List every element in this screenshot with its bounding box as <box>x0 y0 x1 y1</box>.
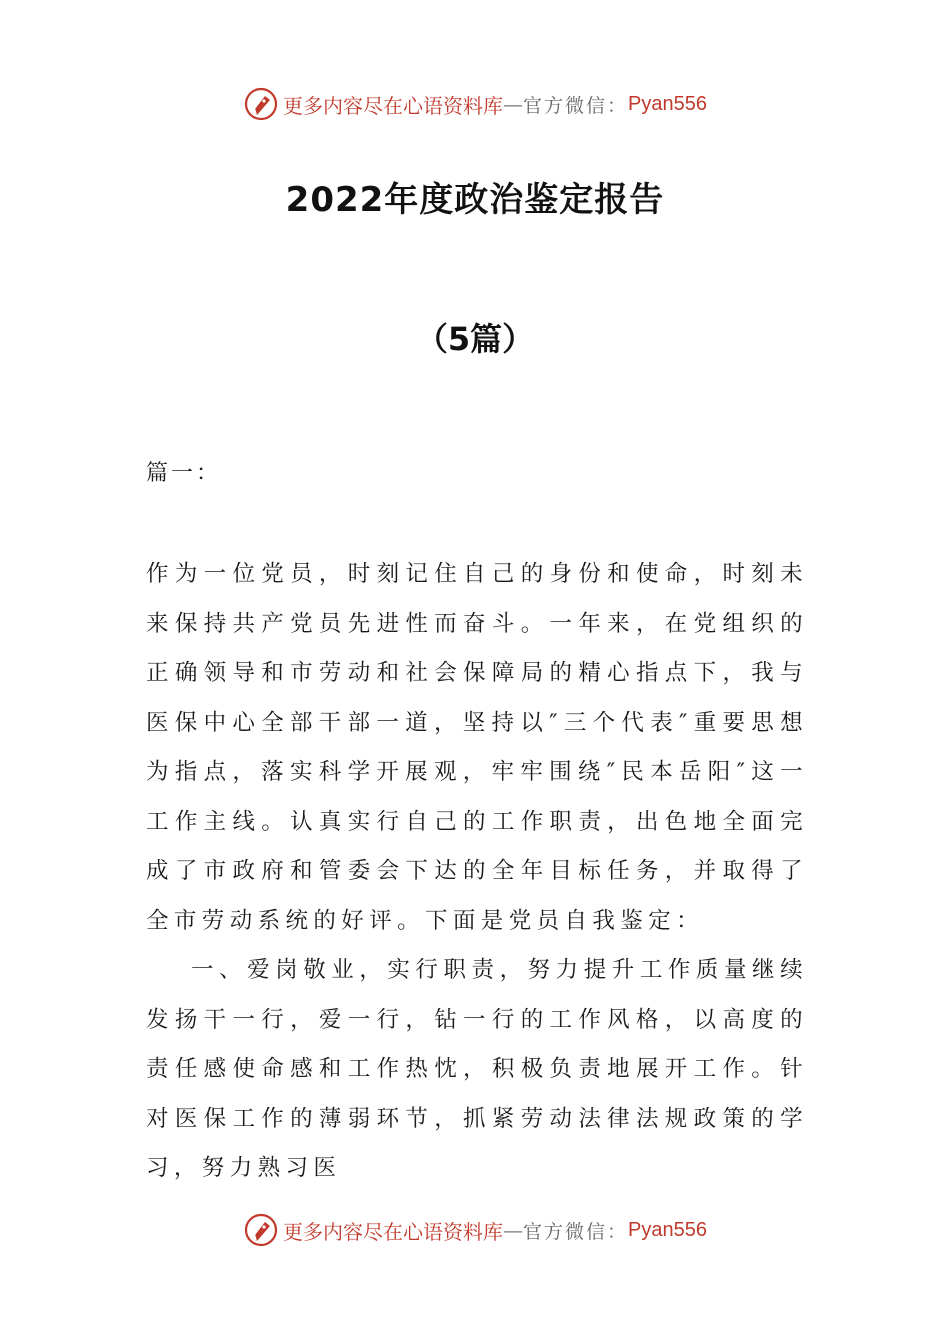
banner-separator: — <box>503 92 523 116</box>
banner-wechat-id: Pyan556 <box>628 1218 707 1241</box>
pen-nib-logo-icon <box>243 86 279 122</box>
header-banner <box>0 82 950 126</box>
document-body <box>146 550 808 1194</box>
pen-nib-logo-icon <box>243 1212 279 1248</box>
banner-wechat-id: Pyan556 <box>628 92 707 115</box>
document-subtitle: （5篇） <box>415 320 535 358</box>
body-paragraph: 一、爱岗敬业，实行职责，努力提升工作质量继续发扬干一行，爱一行，钻一行的工作风格，以高度的责任感使命感和工作热忱，积极负责地展开工作。针对医保工作的薄弱环节，抓紧劳动法律法规政策的学习，努力熟习医 <box>146 957 808 1181</box>
banner-official-label: 官方微信： <box>523 94 629 117</box>
banner-separator: — <box>503 1218 523 1242</box>
document-title: 2022年度政治鉴定报告 <box>285 180 665 220</box>
body-paragraph: 作为一位党员，时刻记住自己的身份和使命，时刻未来保持共产党员先进性而奋斗。一年来，在党组织的正确领导和市劳动和社会保障局的精心指点下，我与医保中心全部干部一道，坚持以″三个代表″重要思想为指点，落实科学开展观，牢牢围绕″民本岳阳″这一工作主线。认真实行自己的工作职责，出色地全面完成了市政府和管委会下达的全年目标任务，并取得了全市劳动系统的好评。下面是党员自我鉴定： <box>146 561 808 934</box>
section-label: 篇一： <box>146 461 222 486</box>
banner-official-label: 官方微信： <box>523 1220 629 1243</box>
banner-brand-text: 更多内容尽在心语资料库 <box>283 93 503 118</box>
banner-brand-text: 更多内容尽在心语资料库 <box>283 1219 503 1244</box>
footer-banner <box>0 1208 950 1252</box>
